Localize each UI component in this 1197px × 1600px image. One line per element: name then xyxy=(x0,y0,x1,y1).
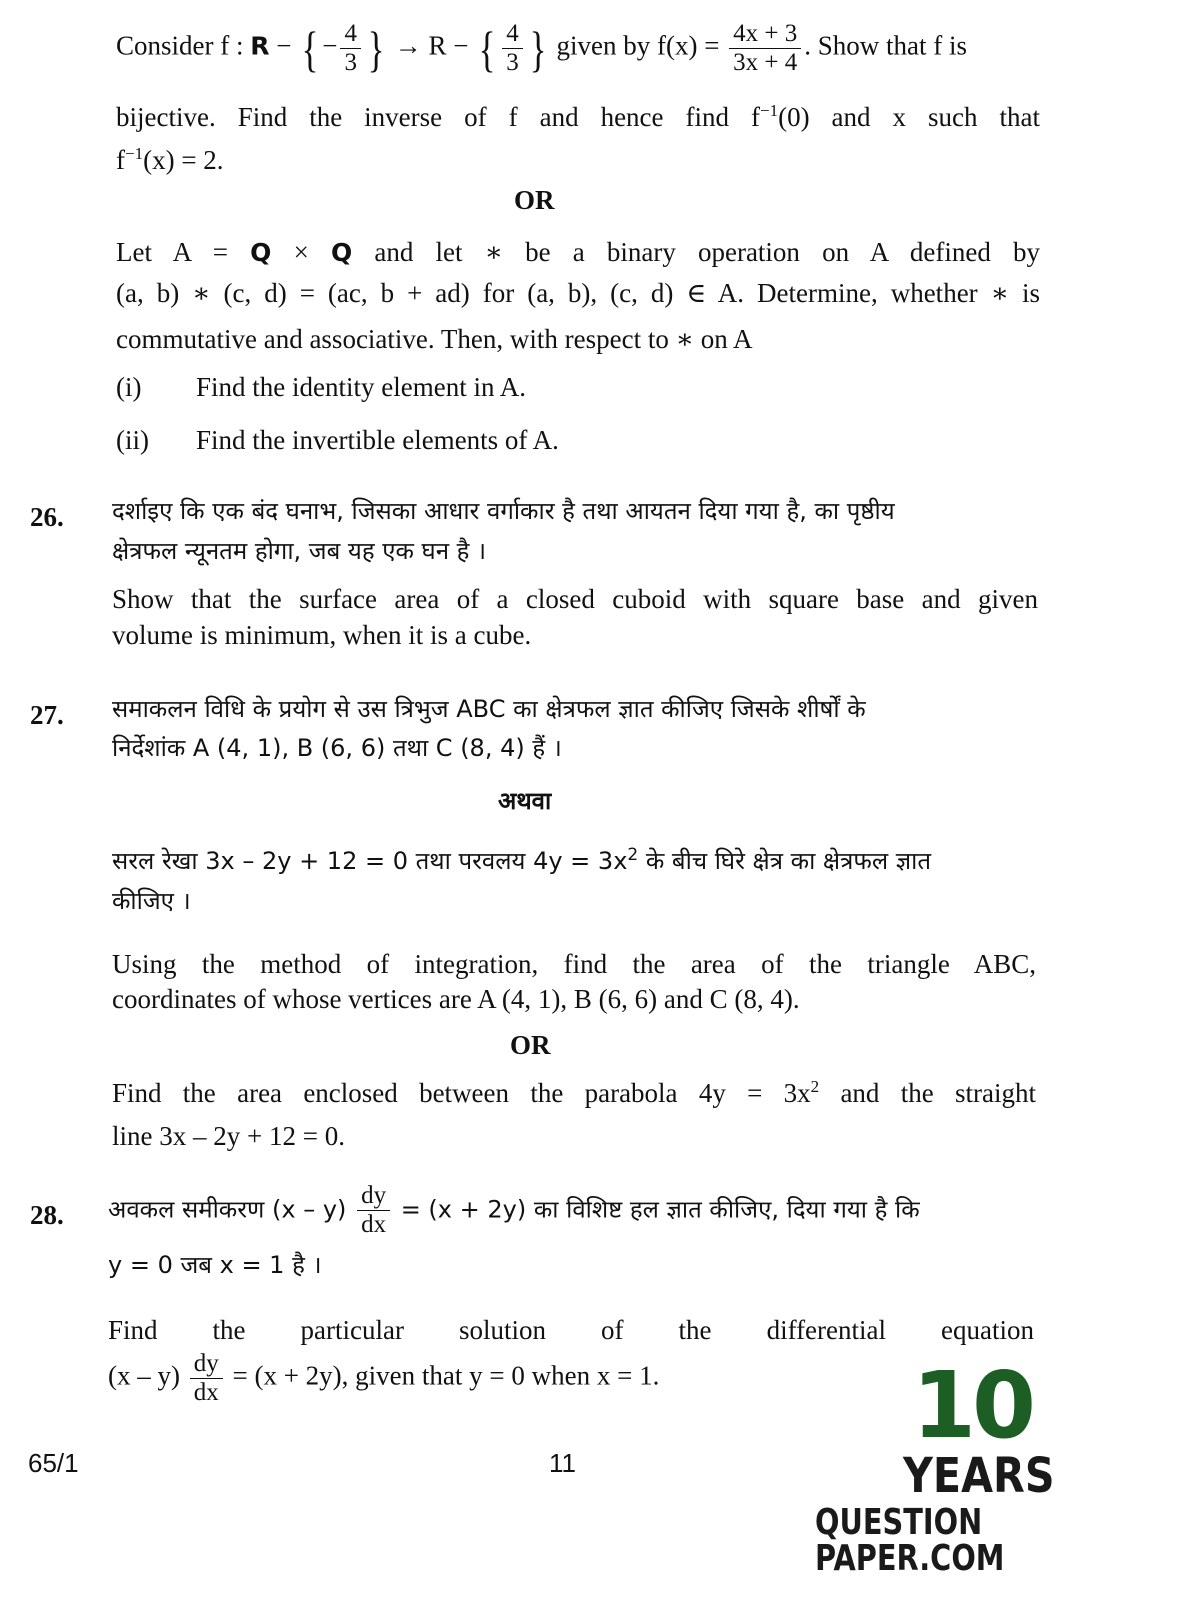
q26-hindi-2: क्षेत्रफल न्यूनतम होगा, जब यह एक घन है । xyxy=(112,537,487,565)
q28-hindi-1: अवकल समीकरण (x – y) $\frac{dy}{dx}$ = (x + 2y) का विशिष्ट हल ज्ञात कीजिए, दिया गया है कि xyxy=(108,1182,920,1238)
q25-line-2: bijective. Find the inverse of f and hence find $f^{-1}(0)$ and x such that xyxy=(116,101,1040,132)
derivative-fraction: $\frac{dy}{dx}$ xyxy=(190,1350,223,1407)
derivative-fraction: $\frac{dy}{dx}$ xyxy=(357,1182,390,1239)
q25-line-3: $f^{-1}(x) = 2$. xyxy=(116,144,224,175)
right-brace: } xyxy=(529,20,547,77)
q27-english-4: line 3x – 2y + 12 = 0. xyxy=(112,1121,345,1151)
or-divider-1: OR xyxy=(514,185,555,215)
fraction-4-3: $\frac{4}{3}$ xyxy=(502,20,523,77)
question-number-27: 27. xyxy=(30,700,64,730)
item-i-text: Find the identity element in A. xyxy=(196,372,526,402)
q25-alt-line-1: Let A = Q × Q and let ∗ be a binary operation on A defined by xyxy=(116,237,1040,267)
q27-english-3: Find the area enclosed between the parabola $4y = 3x^2$ and the straight xyxy=(112,1077,1036,1108)
q28-hindi-2: y = 0 जब x = 1 है । xyxy=(108,1251,322,1279)
q27-english-2: coordinates of whose vertices are A (4, 1), B (6, 6) and C (8, 4). xyxy=(112,984,800,1014)
q27-hindi-2: निर्देशांक A (4, 1), B (6, 6) तथा C (8, 4) हैं । xyxy=(112,734,562,762)
rationals-symbol: Q xyxy=(330,238,353,267)
q26-english-1: Show that the surface area of a closed cuboid with square base and given xyxy=(112,584,1038,614)
paper-code: 65/1 xyxy=(28,1448,79,1478)
question-number-28: 28. xyxy=(30,1200,64,1230)
left-brace: { xyxy=(301,20,319,77)
q27-english-1: Using the method of integration, find the area of the triangle ABC, xyxy=(112,949,1036,979)
logo-word-years: YEARS xyxy=(903,1448,1055,1504)
q25-line-1: Consider f : R − { − $\frac{4}{3}$ } → R − { $\frac{4}{3}$ } given by f(x) = $\frac{4x + 3}{3x + 4}$ . Show that f is xyxy=(116,20,968,77)
or-divider-hindi: अथवा xyxy=(498,787,552,815)
left-brace: { xyxy=(478,20,496,77)
reals-symbol: R xyxy=(250,31,270,61)
q28-english-1: Find the particular solution of the differential equation xyxy=(108,1315,1034,1345)
fraction-4-3: $\frac{4}{3}$ xyxy=(340,20,361,77)
q25-alt-line-3: commutative and associative. Then, with respect to ∗ on A xyxy=(116,324,753,354)
q27-hindi-4: कीजिए । xyxy=(112,887,191,915)
logo-number: 10 xyxy=(912,1352,1033,1459)
or-divider-2: OR xyxy=(510,1030,551,1060)
question-number-26: 26. xyxy=(30,502,64,532)
function-fraction: $\frac{4x + 3}{3x + 4}$ xyxy=(729,20,801,77)
page-number: 11 xyxy=(549,1448,576,1478)
item-ii-text: Find the invertible elements of A. xyxy=(196,425,559,455)
q26-english-2: volume is minimum, when it is a cube. xyxy=(112,620,532,650)
q27-hindi-1: समाकलन विधि के प्रयोग से उस त्रिभुज ABC का क्षेत्रफल ज्ञात कीजिए जिसके शीर्षों के xyxy=(112,695,866,723)
item-ii-label: (ii) xyxy=(116,425,149,455)
q27-hindi-3: सरल रेखा 3x – 2y + 12 = 0 तथा परवलय $4y = 3x^2$ के बीच घिरे क्षेत्र का क्षेत्रफल ज्ञात xyxy=(112,845,932,875)
item-i-label: (i) xyxy=(116,372,142,402)
q25-alt-line-2: (a, b) ∗ (c, d) = (ac, b + ad) for (a, b), (c, d) ∈ A. Determine, whether ∗ is xyxy=(116,278,1040,308)
q26-hindi-1: दर्शाइए कि एक बंद घनाभ, जिसका आधार वर्गाकार है तथा आयतन दिया गया है, का पृष्ठीय xyxy=(112,497,895,525)
right-brace: } xyxy=(367,20,385,77)
q28-english-2: (x – y) $\frac{dy}{dx}$ = (x + 2y), given that y = 0 when x = 1. xyxy=(108,1350,660,1406)
rationals-symbol: Q xyxy=(250,238,272,267)
logo-word-site: QUESTION PAPER.COM xyxy=(815,1502,1005,1579)
